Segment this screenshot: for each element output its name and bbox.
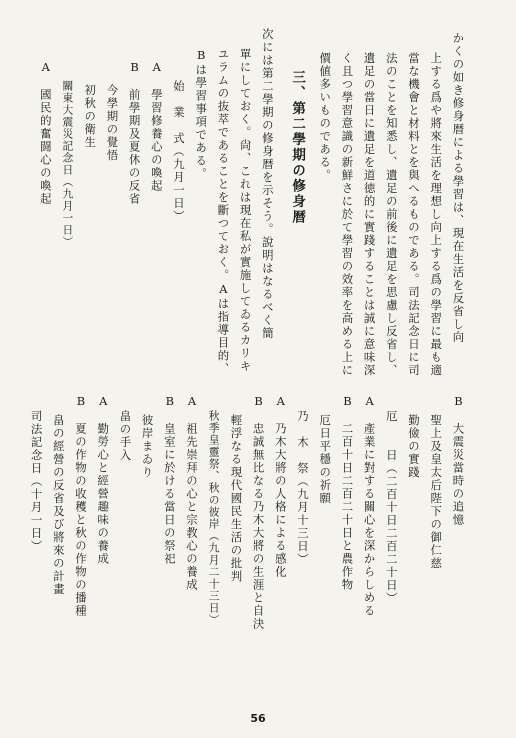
paragraph-line: 當な機會と材料とを與へるものである。司法記念日に司 [407,52,421,377]
paragraph-line: 單にしておく。尙、これは現在私が實施してゐるカリキ [238,48,253,373]
paragraph-line: 法のことを知悉し、遺足の前後に遺足を思慮し反省し、 [384,52,399,377]
calendar-item: B 忠誠無比なる乃木大將の生涯と自決 [251,394,266,631]
calendar-item: A 乃木大將の人格による感化 [273,394,288,579]
paragraph-line: 遺足の當日に遺足を道徳的に實踐することは誠に意味深 [362,52,377,377]
calendar-item: A 勤勞心と經營趣味の養成 [96,394,111,566]
calendar-item: 乃 木 祭（九月十三日） [296,410,310,566]
page-number: 56 [250,712,266,725]
calendar-item: B 夏の作物の收穫と秋の作物の播種 [74,394,88,618]
calendar-item: 彼岸まゐり [140,414,155,479]
calendar-item: B 大震災當時の追憶 [451,394,466,527]
calendar-item: B 前學期及夏休の反省 [127,60,142,206]
calendar-item: 厄日平穩の祈願 [318,414,333,505]
calendar-item: A 學習修養心の喚起 [149,60,164,193]
paragraph-line: Bは學習事項である。 [194,48,209,181]
calendar-item: 勤儉の實踐 [407,414,421,479]
calendar-item: 聖上及皇太后陛下の御仁慈 [429,414,444,570]
calendar-item: 始 業 式（九月一日） [172,80,186,223]
calendar-item: 初秋の衛生 [83,84,98,149]
paragraph-line: 上する爲や將來生活を理想し向上する爲の學習に最も適 [429,52,444,377]
paragraph-line: 價値多いものである。 [318,52,333,182]
calendar-item: B 皇室に於ける當日の祭祀 [162,394,177,566]
calendar-item: 厄 日（二百十日二百二十日） [384,410,399,605]
calendar-item: 秋季皇靈祭、秋の彼岸（九月二十三日） [207,410,221,626]
paragraph-line: く且つ學習意識の新鮮さに於て學習の效率を高める上に [340,52,355,377]
calendar-item: 輕浮なる現代國民生活の批判 [229,414,244,583]
calendar-item: 司法記念日（十月一日） [29,410,44,553]
calendar-item: A 祖先崇拜の心と宗教心の養成 [185,394,199,592]
section-heading: 三、第二學期の修身暦 [289,70,306,225]
calendar-item: 畠の經營の反省及び將來の計畫 [51,414,66,596]
paragraph-line: 次には第二學期の修身暦を示そう。說明はなるべく簡 [260,28,275,340]
calendar-item: B 二百十日二百二十日と農作物 [340,394,355,592]
paragraph-line: ユラムの抜萃であることを斷つておく。Aは指導目的、 [216,48,231,376]
calendar-item: A 國民的奮闘心の喚起 [38,60,53,206]
calendar-item: 今學期の覺悟 [105,84,120,162]
calendar-item: 畠の手入 [118,410,133,462]
calendar-item: A 產業に對する關心を深からしめる [362,394,377,618]
calendar-item: 關東大震災記念日（九月一日） [61,80,75,248]
paragraph-line: かくの如き修身暦による學習は、現在生活を反省し向 [451,32,466,344]
